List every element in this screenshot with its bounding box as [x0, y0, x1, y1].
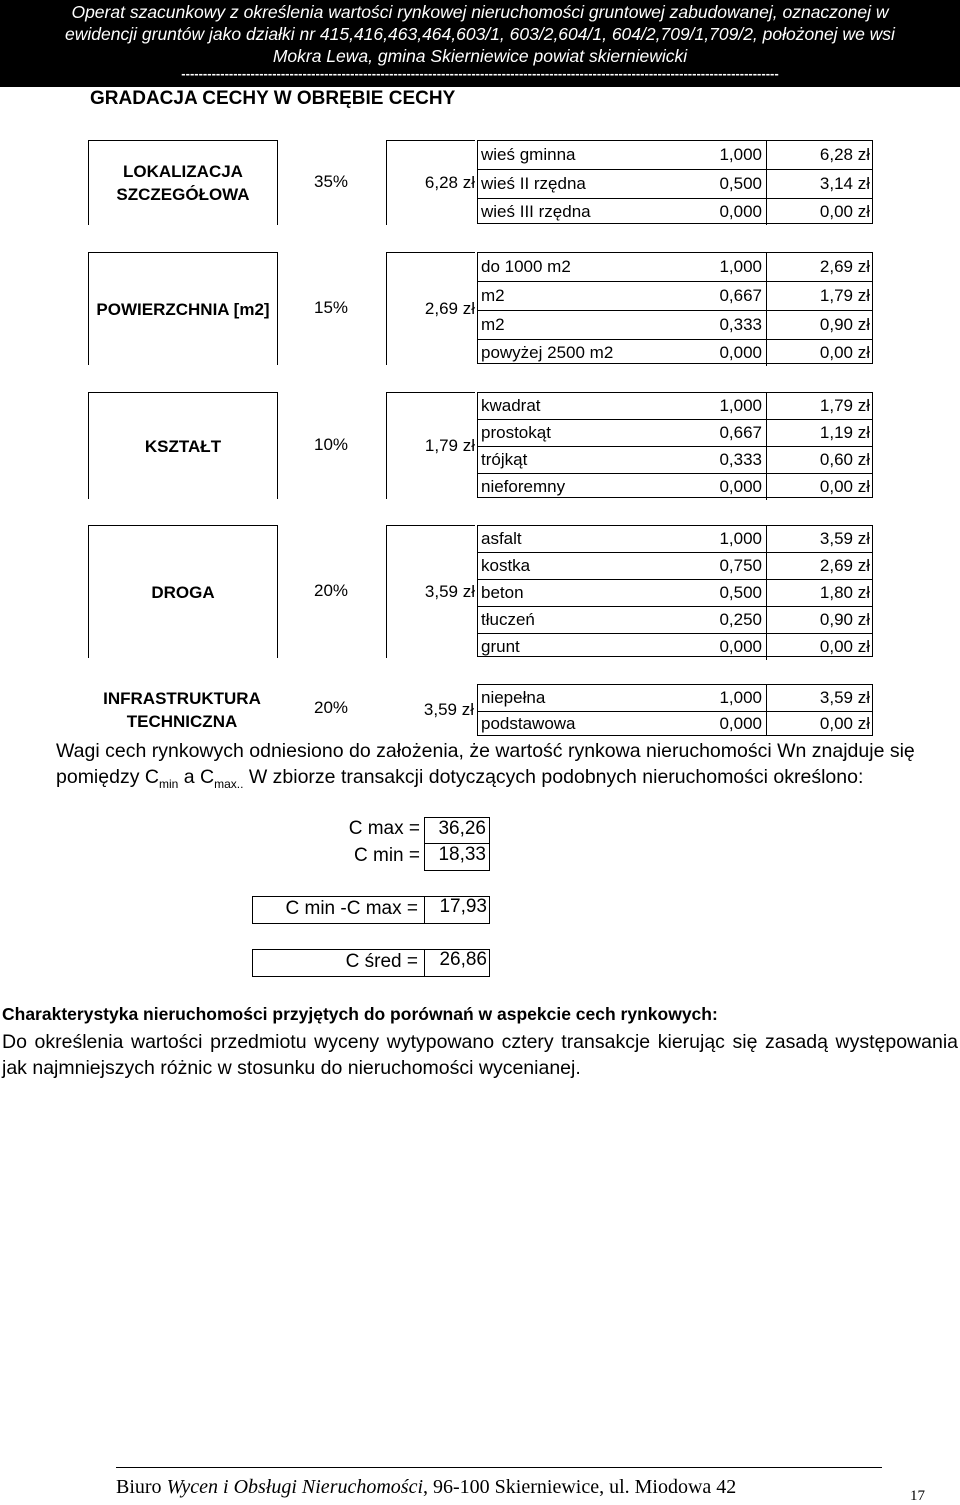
row-name: m2: [481, 286, 505, 305]
row-coef: 1,000: [669, 253, 767, 281]
row-coef: 0,667: [669, 420, 767, 446]
row-value: 0,00 zł: [819, 637, 870, 656]
cdiff-value: 17,93: [424, 896, 490, 924]
table-row: [478, 199, 872, 225]
sub-table-droga: [477, 525, 873, 657]
section-title: GRADACJA CECHY W OBRĘBIE CECHY: [90, 88, 456, 109]
amount-powierzchnia: 2,69 zł: [386, 252, 475, 365]
sub-table-infrastruktura: [477, 684, 873, 736]
header-dash-rule: ------------------------------------------------------------------------------------------------------------------------------------------: [181, 67, 779, 81]
row-name: do 1000 m2: [481, 257, 571, 276]
row-value: 0,90 zł: [819, 610, 870, 629]
amount-droga: 3,59 zł: [386, 525, 475, 658]
row-name: kwadrat: [481, 396, 541, 415]
row-name: tłuczeń: [481, 610, 535, 629]
document-header: [0, 0, 960, 87]
pct-lokalizacja: 35%: [313, 172, 349, 191]
row-value: 6,28 zł: [819, 145, 870, 164]
row-name: beton: [481, 583, 524, 602]
row-value: 1,19 zł: [819, 423, 870, 442]
row-name: powyżej 2500 m2: [481, 343, 614, 362]
row-value: 0,00 zł: [819, 477, 870, 496]
cdiff-label: C min -C max =: [285, 898, 418, 919]
row-value: 0,00 zł: [819, 202, 870, 221]
footer-biuro: Biuro: [116, 1476, 167, 1498]
row-value: 0,00 zł: [819, 343, 870, 362]
row-name: grunt: [481, 637, 520, 656]
row-value: 0,00 zł: [819, 714, 870, 733]
sub-table-lokalizacja: [477, 140, 873, 224]
table-row: [478, 311, 872, 340]
pct-powierzchnia: 15%: [313, 298, 349, 317]
category-powierzchnia: POWIERZCHNIA [m2]: [88, 252, 278, 365]
row-coef: 0,500: [669, 170, 767, 198]
table-row: [478, 253, 872, 282]
amount-infrastruktura: 3,59 zł: [423, 700, 474, 719]
row-value: 2,69 zł: [819, 257, 870, 276]
sub-table-ksztalt: [477, 392, 873, 498]
row-value: 1,79 zł: [819, 286, 870, 305]
row-coef: 0,667: [669, 282, 767, 310]
table-row: [478, 170, 872, 199]
cmax-label: C max =: [348, 818, 420, 839]
table-row: [478, 393, 872, 420]
row-coef: 1,000: [669, 393, 767, 419]
row-value: 3,14 zł: [819, 174, 870, 193]
row-coef: 0,000: [669, 340, 767, 366]
row-coef: 0,000: [669, 474, 767, 500]
row-coef: 0,750: [669, 553, 767, 579]
category-droga: DROGA: [88, 525, 278, 658]
row-coef: 1,000: [669, 141, 767, 169]
pct-infrastruktura: 20%: [313, 698, 349, 717]
table-row: [478, 474, 872, 500]
characteristics-text: Do określenia wartości przedmiotu wyceny wytypowano cztery transakcje kierując się zasadą występowania jak najmniejszych różnic w stosunku do nieruchomości wycenianej.: [2, 1031, 958, 1079]
sub-table-powierzchnia: [477, 252, 873, 364]
row-name: asfalt: [481, 529, 522, 548]
cmin-label: C min =: [354, 845, 420, 866]
row-coef: 0,333: [669, 311, 767, 339]
header-line-3: Mokra Lewa, gmina Skierniewice powiat skierniewicki: [272, 46, 688, 66]
row-name: m2: [481, 315, 505, 334]
table-row: [478, 340, 872, 366]
row-coef: 0,500: [669, 580, 767, 606]
row-value: 3,59 zł: [819, 688, 870, 707]
row-value: 1,79 zł: [819, 396, 870, 415]
row-name: niepełna: [481, 688, 546, 707]
row-value: 0,90 zł: [819, 315, 870, 334]
csred-value: 26,86: [424, 949, 490, 977]
row-value: 2,69 zł: [819, 556, 870, 575]
category-lokalizacja: LOKALIZACJA SZCZEGÓŁOWA: [88, 140, 278, 225]
table-row: [478, 141, 872, 170]
footer-street: , 96-100 Skierniewice, ul. Miodowa 42: [423, 1476, 737, 1498]
table-row: [478, 634, 872, 660]
row-coef: 1,000: [669, 526, 767, 552]
row-name: wieś II rzędna: [481, 174, 586, 193]
row-name: wieś III rzędna: [481, 202, 591, 221]
row-coef: 0,333: [669, 447, 767, 473]
paragraph-text-3: W zbiorze transakcji dotyczących podobnych nieruchomości określono:: [243, 766, 864, 788]
row-value: 0,60 zł: [819, 450, 870, 469]
table-row: [478, 685, 872, 712]
header-line-1: Operat szacunkowy z określenia wartości rynkowej nieruchomości gruntowej zabudowanej, oznaczonej w: [71, 2, 889, 22]
row-name: podstawowa: [481, 714, 576, 733]
table-row: [478, 580, 872, 607]
amount-ksztalt: 1,79 zł: [386, 392, 475, 499]
row-coef: 0,000: [669, 712, 767, 736]
row-name: kostka: [481, 556, 531, 575]
cmax-value: 36,26: [424, 817, 490, 844]
table-row: [478, 553, 872, 580]
row-value: 3,59 zł: [819, 529, 870, 548]
row-coef: 0,000: [669, 634, 767, 660]
row-name: prostokąt: [481, 423, 551, 442]
row-name: trójkąt: [481, 450, 528, 469]
amount-lokalizacja: 6,28 zł: [386, 140, 475, 225]
subscript-min: min: [158, 776, 179, 791]
pct-droga: 20%: [313, 581, 349, 600]
row-name: wieś gminna: [481, 145, 576, 164]
weights-paragraph: [56, 738, 956, 797]
category-infrastruktura: INFRASTRUKTURA TECHNICZNA: [103, 689, 261, 731]
characteristics-heading: Charakterystyka nieruchomości przyjętych do porównań w aspekcie cech rynkowych:: [2, 1004, 718, 1024]
table-row: [478, 420, 872, 447]
footer-company: Wycen i Obsługi Nieruchomości: [166, 1476, 424, 1498]
table-row: [478, 712, 872, 736]
category-ksztalt: KSZTAŁT: [88, 392, 278, 499]
paragraph-text-2: a C: [178, 766, 215, 788]
table-row: [478, 447, 872, 474]
row-name: nieforemny: [481, 477, 566, 496]
row-coef: 0,250: [669, 607, 767, 633]
table-row: [478, 282, 872, 311]
table-row: [478, 526, 872, 553]
paragraph-text-1: Wagi cech rynkowych odniesiono do założenia, że wartość rynkowa nieruchomości Wn znajduje się pomiędzy C: [56, 740, 915, 788]
table-row: [478, 607, 872, 634]
header-line-2: ewidencji gruntów jako działki nr 415,416,463,464,603/1, 603/2,604/1, 604/2,709/1,709/2, położonej we wsi: [65, 24, 895, 44]
page-number: 17: [910, 1488, 925, 1504]
row-coef: 1,000: [669, 685, 767, 711]
footer-rule: [116, 1467, 882, 1468]
csred-label: C śred =: [345, 951, 418, 972]
row-value: 1,80 zł: [819, 583, 870, 602]
footer-address: [116, 1476, 736, 1499]
pct-ksztalt: 10%: [313, 435, 349, 454]
subscript-max: max..: [214, 776, 244, 791]
row-coef: 0,000: [669, 199, 767, 225]
cmin-value: 18,33: [424, 843, 490, 871]
